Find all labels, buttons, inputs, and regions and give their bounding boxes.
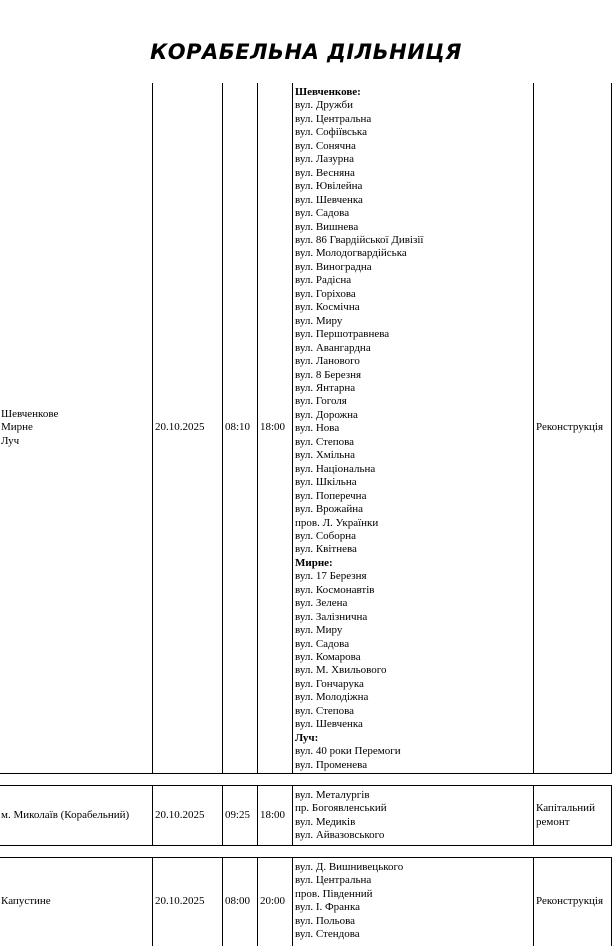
street-item: вул. Садова: [295, 637, 350, 650]
street-item: вул. 40 роки Перемоги: [295, 745, 401, 758]
end-time-line: 18:00: [260, 421, 286, 434]
start-time-line: 09:25: [225, 808, 251, 821]
street-item: вул. І. Франка: [295, 901, 361, 914]
street-item: вул. Врожайна: [295, 503, 364, 516]
street-item: вул. Гоголя: [295, 395, 347, 408]
settlement-group-label: Шевченкове:: [295, 86, 361, 98]
street-item: пр. Богоявленський: [295, 802, 387, 815]
street-item: вул. Софіївська: [295, 126, 367, 139]
streets-cell: [295, 789, 531, 845]
street-item: вул. М. Хвильового: [295, 664, 387, 677]
settlements-line: Мирне: [1, 421, 33, 434]
street-item: вул. Весняна: [295, 166, 355, 179]
settlement-group-label: Мирне:: [295, 556, 333, 569]
street-item: вул. Сонячна: [295, 139, 356, 152]
date-line: 20.10.2025: [155, 421, 205, 434]
reason-line: Капітальний: [536, 802, 595, 815]
street-item: вул. Першотравнева: [295, 328, 390, 341]
reason-line: Реконструкція: [536, 895, 604, 908]
street-item: вул. Дружби: [295, 99, 353, 112]
start-time-cell: [225, 858, 255, 946]
street-item: вул. Миру: [295, 314, 343, 327]
settlements-line: м. Миколаїв (Корабельний): [1, 808, 130, 821]
column-divider: [292, 83, 293, 773]
street-item: вул. Комарова: [295, 651, 361, 664]
column-divider: [152, 83, 153, 773]
street-item: пров. Південний: [295, 887, 373, 900]
street-item: вул. 86 Гвардійської Дивізії: [295, 233, 424, 246]
street-item: вул. Шевченка: [295, 718, 363, 731]
street-item: вул. Вишнева: [295, 220, 359, 233]
start-time-line: 08:00: [225, 895, 251, 908]
street-item: вул. Залізнична: [295, 610, 368, 623]
row-divider: [0, 773, 612, 774]
reason-cell: [536, 83, 610, 773]
settlements-cell: [1, 858, 148, 946]
street-item: вул. Шкільна: [295, 476, 357, 489]
page-title: КОРАБЕЛЬНА ДІЛЬНИЦЯ: [150, 40, 462, 64]
street-item: вул. Космонавтів: [295, 583, 375, 596]
street-item: вул. Національна: [295, 462, 376, 475]
street-item: вул. Д. Вишнивецького: [295, 861, 404, 873]
column-divider: [257, 786, 258, 845]
street-item: вул. Виноградна: [295, 260, 372, 273]
reason-line: Реконструкція: [536, 421, 604, 434]
street-item: вул. Миру: [295, 624, 343, 637]
street-item: вул. Променева: [295, 758, 368, 771]
street-item: вул. Авангардна: [295, 341, 371, 354]
street-item: вул. Поперечна: [295, 489, 367, 502]
date-cell: [155, 858, 220, 946]
end-time-line: 20:00: [260, 895, 286, 908]
street-item: вул. 8 Березня: [295, 368, 362, 381]
street-item: вул. Квітнева: [295, 543, 357, 556]
reason-cell: [536, 858, 610, 946]
column-divider: [222, 786, 223, 845]
street-item: вул. Айвазовського: [295, 829, 385, 842]
end-time-line: 18:00: [260, 808, 286, 821]
settlements-line: Луч: [1, 434, 20, 447]
column-divider: [222, 858, 223, 946]
date-cell: [155, 786, 220, 845]
street-item: вул. Горіхова: [295, 287, 356, 300]
street-item: вул. 17 Березня: [295, 570, 367, 583]
street-item: вул. Радісна: [295, 274, 352, 287]
end-time-cell: [260, 83, 290, 773]
column-divider: [257, 858, 258, 946]
date-line: 20.10.2025: [155, 895, 205, 908]
street-item: вул. Ланового: [295, 355, 360, 368]
streets-cell: [295, 86, 531, 773]
column-divider: [533, 786, 534, 845]
street-item: вул. Медиків: [295, 815, 356, 828]
street-item: вул. Центральна: [295, 112, 372, 125]
settlements-cell: [1, 83, 148, 773]
street-item: вул. Космічна: [295, 301, 360, 314]
column-divider: [222, 83, 223, 773]
reason-line: ремонт: [536, 815, 570, 828]
start-time-cell: [225, 83, 255, 773]
end-time-cell: [260, 786, 290, 845]
street-item: вул. Янтарна: [295, 381, 356, 394]
street-item: вул. Центральна: [295, 874, 372, 887]
settlements-line: Шевченкове: [1, 407, 59, 420]
column-divider: [152, 858, 153, 946]
settlement-group-label: Луч:: [295, 731, 319, 744]
street-item: пров. Л. Українки: [295, 516, 379, 529]
street-item: вул. Степова: [295, 704, 355, 717]
street-item: вул. Дорожна: [295, 408, 358, 421]
street-item: вул. Зелена: [295, 597, 348, 610]
column-divider: [292, 786, 293, 845]
street-item: вул. Металургів: [295, 789, 370, 801]
date-cell: [155, 83, 220, 773]
start-time-line: 08:10: [225, 421, 251, 434]
start-time-cell: [225, 786, 255, 845]
column-divider: [152, 786, 153, 845]
street-item: вул. Степова: [295, 435, 355, 448]
column-divider: [533, 83, 534, 773]
street-item: вул. Лазурна: [295, 153, 355, 166]
date-line: 20.10.2025: [155, 808, 205, 821]
street-item: вул. Молодіжна: [295, 691, 369, 704]
street-item: вул. Соборна: [295, 529, 357, 542]
street-item: вул. Нова: [295, 422, 340, 435]
reason-cell: [536, 786, 610, 845]
column-divider: [257, 83, 258, 773]
street-item: вул. Садова: [295, 207, 350, 220]
settlements-cell: [1, 786, 148, 845]
street-item: вул. Гончарука: [295, 677, 364, 690]
street-item: вул. Стендова: [295, 928, 360, 941]
street-item: вул. Молодогвардійська: [295, 247, 407, 260]
column-divider: [533, 858, 534, 946]
street-item: вул. Ювілейна: [295, 180, 363, 193]
streets-cell: [295, 861, 531, 946]
street-item: вул. Хмільна: [295, 449, 356, 462]
row-divider: [0, 845, 612, 846]
street-item: вул. Польова: [295, 914, 356, 927]
street-item: вул. Шевченка: [295, 193, 363, 206]
column-divider: [292, 858, 293, 946]
settlements-line: Капустине: [1, 895, 51, 908]
end-time-cell: [260, 858, 290, 946]
